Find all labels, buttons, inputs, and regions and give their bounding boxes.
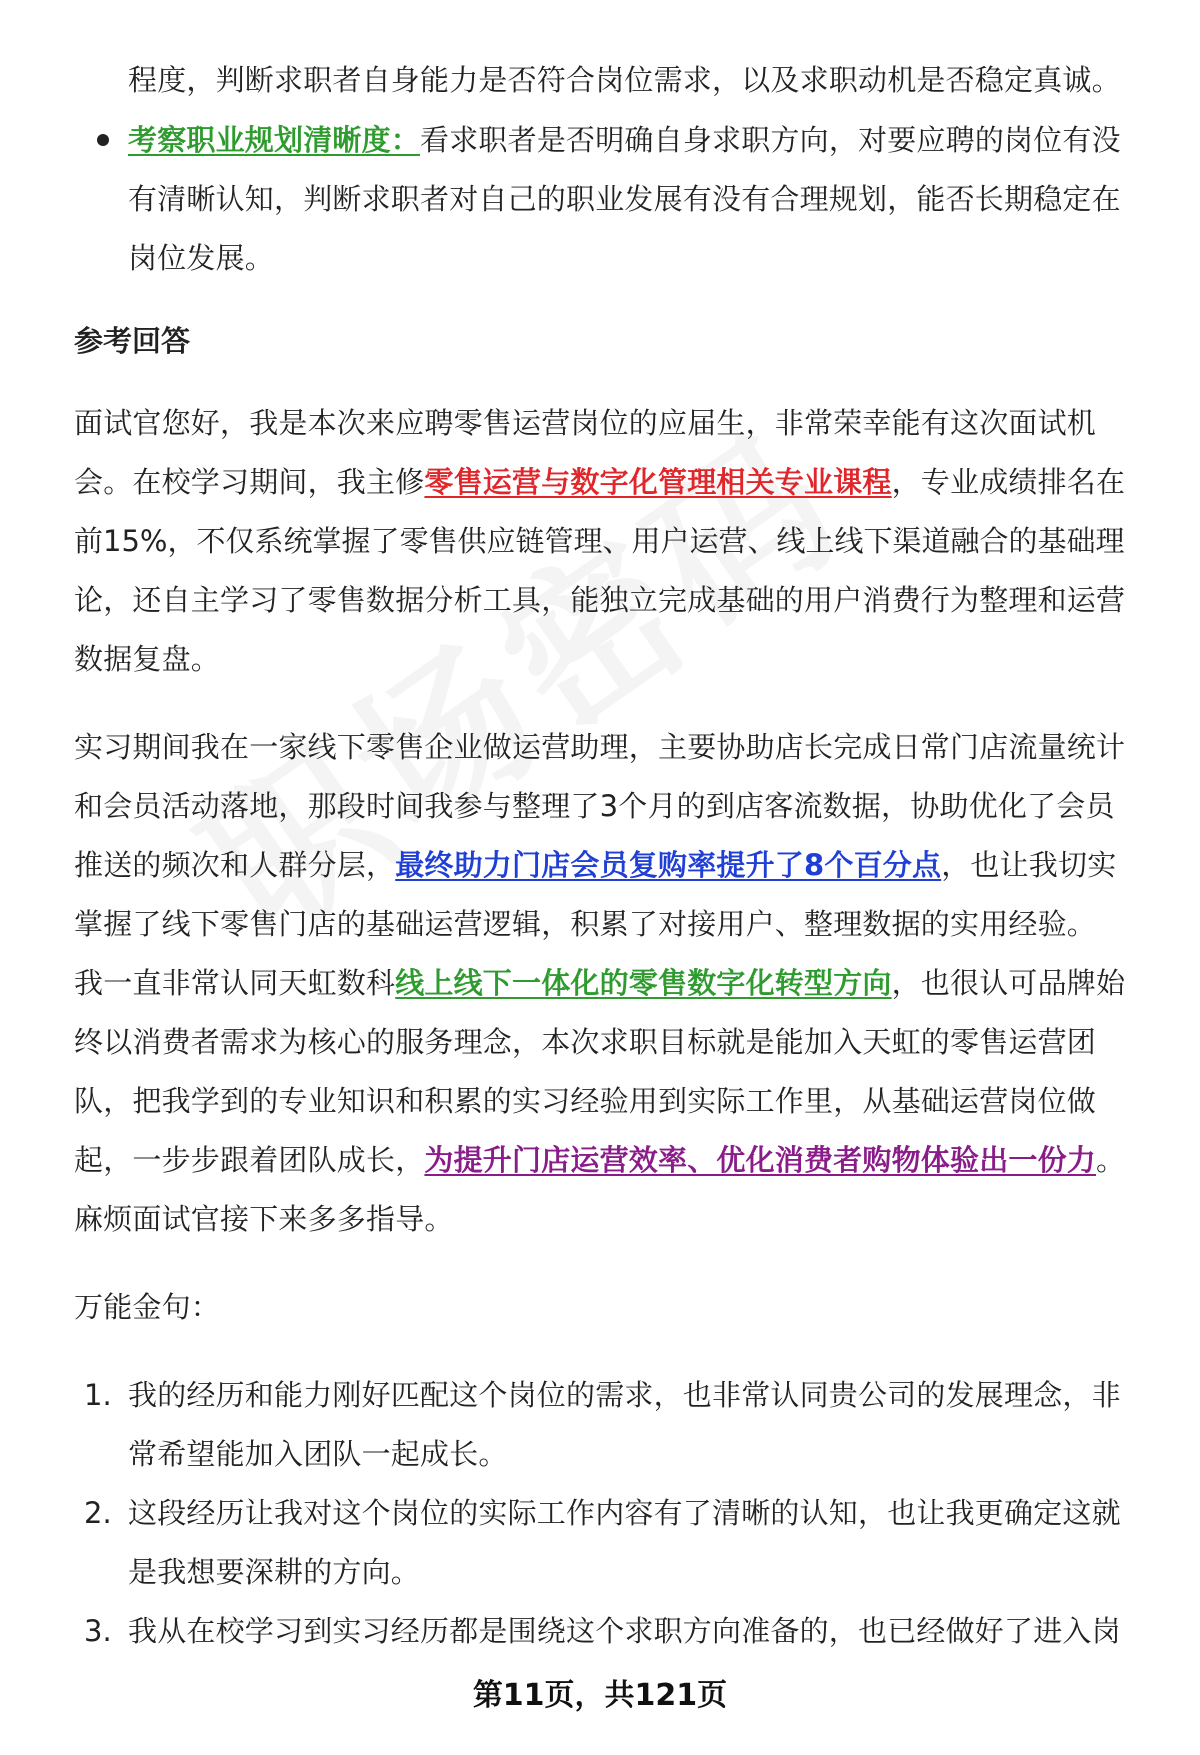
highlight-result: 最终助力门店会员复购率提升了8个百分点 [395, 848, 942, 882]
p2-line-3 [74, 845, 1116, 885]
watermark [150, 367, 880, 981]
page-number-footer: 第11页，共121页 [472, 1678, 728, 1713]
bullet-dot [97, 134, 109, 146]
golden-item-1-line-1: 我的经历和能力刚好匹配这个岗位的需求，也非常认同贵公司的发展理念，非 [128, 1378, 1121, 1412]
list-number-1: 1. [84, 1378, 112, 1412]
p2-line-3-pre: 推送的频次和人群分层， [74, 848, 396, 882]
p1-line-2-post: ，专业成绩排名在 [891, 465, 1126, 499]
highlight-course: 零售运营与数字化管理相关专业课程 [424, 465, 892, 499]
p2-line-8 [74, 1140, 1125, 1180]
p1-line-2 [74, 462, 1125, 502]
bullet-item-line-3: 岗位发展。 [128, 241, 275, 275]
p1-line-5: 数据复盘。 [74, 642, 221, 676]
golden-item-2-line-2: 是我想要深耕的方向。 [128, 1555, 421, 1589]
list-number-3: 3. [84, 1614, 112, 1648]
p2-line-2: 和会员活动落地，那段时间我参与整理了3个月的到店客流数据，协助优化了会员 [74, 789, 1115, 823]
p2-line-3-post: ，也让我切实 [941, 848, 1117, 882]
p2-line-5 [74, 963, 1125, 1003]
p2-line-4: 掌握了线下零售门店的基础运营逻辑，积累了对接用户、整理数据的实用经验。 [74, 907, 1097, 941]
p2-line-8-pre: 起，一步步跟着团队成长， [74, 1143, 425, 1177]
p1-line-2-pre: 会。在校学习期间，我主修 [74, 465, 425, 499]
bullet-item-text: 看求职者是否明确自身求职方向，对要应聘的岗位有没 [420, 123, 1121, 157]
p1-line-4: 论，还自主学习了零售数据分析工具，能独立完成基础的用户消费行为整理和运营 [74, 583, 1126, 617]
bullet-item-line-1 [128, 120, 1121, 160]
highlight-goal: 为提升门店运营效率、优化消费者购物体验出一份力 [424, 1143, 1097, 1177]
p2-line-5-post: ，也很认可品牌始 [891, 966, 1126, 1000]
golden-item-2-line-1: 这段经历让我对这个岗位的实际工作内容有了清晰的认知，也让我更确定这就 [128, 1496, 1121, 1530]
p1-line-1: 面试官您好，我是本次来应聘零售运营岗位的应届生，非常荣幸能有这次面试机 [74, 406, 1097, 440]
golden-item-1-line-2: 常希望能加入团队一起成长。 [128, 1437, 508, 1471]
p1-line-3: 前15%，不仅系统掌握了零售供应链管理、用户运营、线上线下渠道融合的基础理 [74, 524, 1125, 558]
golden-item-3-line-1: 我从在校学习到实习经历都是围绕这个求职方向准备的，也已经做好了进入岗 [128, 1614, 1121, 1648]
p2-line-1: 实习期间我在一家线下零售企业做运营助理，主要协助店长完成日常门店流量统计 [74, 730, 1126, 764]
highlight-direction: 线上线下一体化的零售数字化转型方向 [395, 966, 892, 1000]
list-number-2: 2. [84, 1496, 112, 1530]
bullet-continuation-line: 程度，判断求职者自身能力是否符合岗位需求，以及求职动机是否稳定真诚。 [128, 63, 1121, 97]
p2-line-9: 麻烦面试官接下来多多指导。 [74, 1202, 454, 1236]
p2-line-8-post: 。 [1096, 1143, 1126, 1177]
reference-heading: 参考回答 [74, 324, 191, 358]
p2-line-7: 队，把我学到的专业知识和积累的实习经验用到实际工作里，从基础运营岗位做 [74, 1084, 1097, 1118]
bullet-item-label: 考察职业规划清晰度： [128, 123, 421, 157]
golden-heading: 万能金句： [74, 1290, 221, 1324]
p2-line-5-pre: 我一直非常认同天虹数科 [74, 966, 396, 1000]
bullet-item-line-2: 有清晰认知，判断求职者对自己的职业发展有没有合理规划，能否长期稳定在 [128, 182, 1121, 216]
p2-line-6: 终以消费者需求为核心的服务理念，本次求职目标就是能加入天虹的零售运营团 [74, 1025, 1097, 1059]
